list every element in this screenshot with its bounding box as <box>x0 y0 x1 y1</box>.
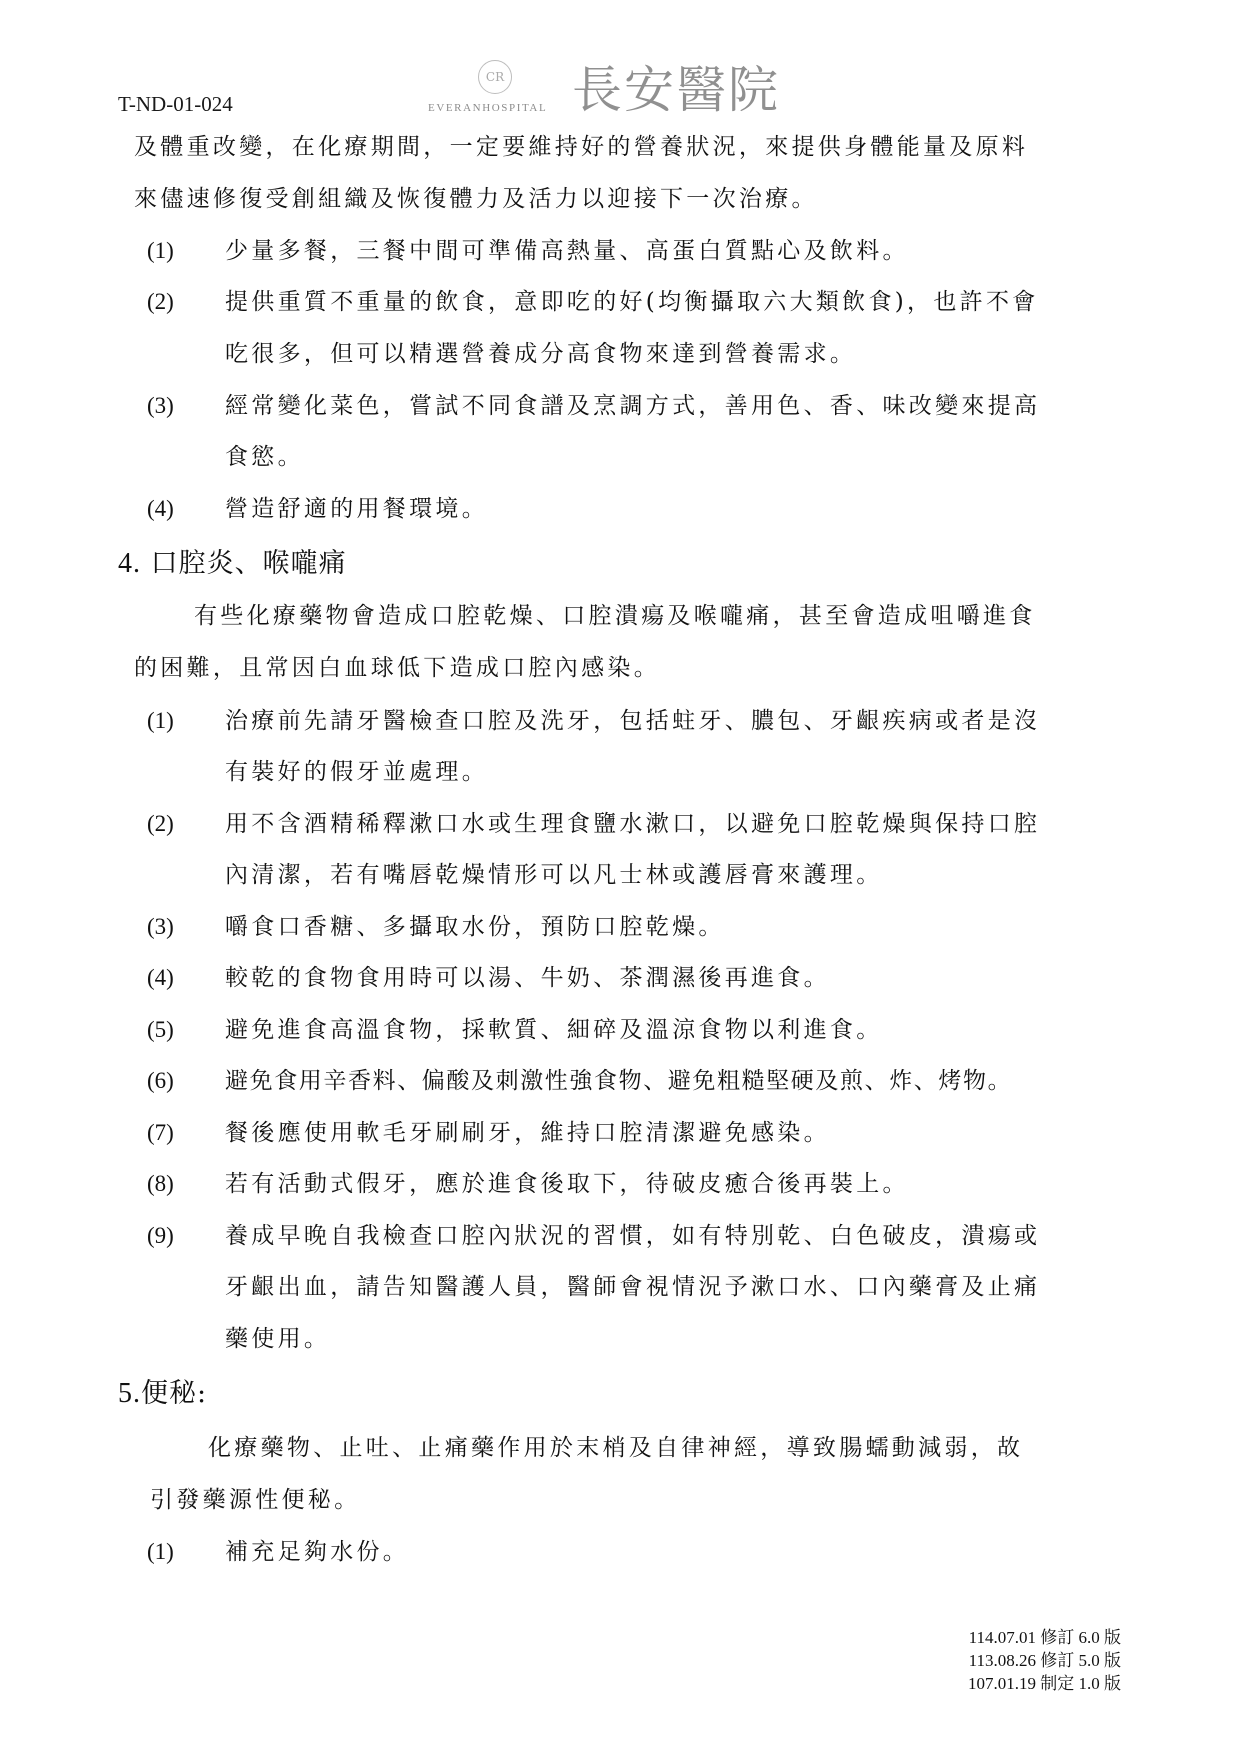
hospital-name-cn: 長安醫院 <box>572 61 780 119</box>
section-4-item-2-text-cont: 內清潔，若有嘴唇乾燥情形可以凡士林或護唇膏來護理。 <box>225 862 883 888</box>
section-4-item-8-number: (8) <box>147 1171 174 1196</box>
section-4-number: 4. <box>118 548 141 579</box>
section-4-item-7-text: 餐後應使用軟毛牙刷刷牙，維持口腔清潔避免感染。 <box>225 1120 830 1146</box>
intro-line-2: 來儘速修復受創組織及恢復體力及活力以迎接下一次治療。 <box>134 186 818 212</box>
document-code: T-ND-01-024 <box>118 92 233 116</box>
nutrition-item-2-text: 提供重質不重量的飲食，意即吃的好(均衡攝取六大類飲食)，也許不會 <box>225 289 1039 315</box>
nutrition-item-3-text: 經常變化菜色，嘗試不同食譜及烹調方式，善用色、香、味改變來提高 <box>225 393 1041 419</box>
nutrition-item-3-text-cont: 食慾。 <box>225 444 304 470</box>
section-5-number: 5. <box>118 1378 141 1409</box>
nutrition-item-4-text: 營造舒適的用餐環境。 <box>225 496 488 522</box>
section-4-item-9-text: 養成早晚自我檢查口腔內狀況的習慣，如有特別乾、白色破皮，潰瘍或 <box>225 1223 1041 1249</box>
section-4-item-9-text-cont-1: 牙齦出血，請告知醫護人員，醫師會視情況予漱口水、口內藥膏及止痛 <box>225 1274 1041 1300</box>
section-4-item-2-number: (2) <box>147 811 174 836</box>
revision-line-3: 107.01.19 制定 1.0 版 <box>968 1674 1121 1693</box>
nutrition-item-3-number: (3) <box>147 393 174 418</box>
nutrition-item-1-text: 少量多餐，三餐中間可準備高熱量、高蛋白質點心及飲料。 <box>225 238 909 264</box>
section-4-item-9-number: (9) <box>147 1223 174 1248</box>
section-4-paragraph-line-2: 的困難，且常因白血球低下造成口腔內感染。 <box>134 655 660 681</box>
section-4-item-1-text: 治療前先請牙醫檢查口腔及洗牙，包括蛀牙、膿包、牙齦疾病或者是沒 <box>225 708 1041 734</box>
section-4-item-1-number: (1) <box>147 708 174 733</box>
section-4-item-3-number: (3) <box>147 914 174 939</box>
nutrition-item-2-number: (2) <box>147 289 174 314</box>
nutrition-item-4-number: (4) <box>147 496 174 521</box>
section-4-heading <box>118 546 347 582</box>
section-4-item-4-text: 較乾的食物食用時可以湯、牛奶、茶潤濕後再進食。 <box>225 965 830 991</box>
section-4-item-6-number: (6) <box>147 1068 174 1093</box>
section-4-item-4-number: (4) <box>147 965 174 990</box>
section-4-item-9-text-cont-2: 藥使用。 <box>225 1326 331 1352</box>
section-4-paragraph-line-1: 有些化療藥物會造成口腔乾燥、口腔潰瘍及喉嚨痛，甚至會造成咀嚼進食 <box>194 603 1036 629</box>
hospital-emblem-icon: CR <box>478 60 512 94</box>
section-4-item-5-number: (5) <box>147 1017 174 1042</box>
nutrition-item-1-number: (1) <box>147 238 174 263</box>
section-4-item-7-number: (7) <box>147 1120 174 1145</box>
section-4-item-8-text: 若有活動式假牙，應於進食後取下，待破皮癒合後再裝上。 <box>225 1171 909 1197</box>
hospital-logo <box>428 58 828 124</box>
section-5-paragraph-line-1: 化療藥物、止吐、止痛藥作用於末梢及自律神經，導致腸蠕動減弱，故 <box>208 1435 1024 1461</box>
hospital-name-en: EVERANHOSPITAL <box>428 102 548 114</box>
section-4-title: 口腔炎、喉嚨痛 <box>150 548 347 579</box>
nutrition-item-2-text-cont: 吃很多，但可以精選營養成分高食物來達到營養需求。 <box>225 341 857 367</box>
section-4-item-2-text: 用不含酒精稀釋漱口水或生理食鹽水漱口，以避免口腔乾燥與保持口腔 <box>225 811 1041 837</box>
section-4-item-6-text: 避免食用辛香料、偏酸及刺激性強食物、避免粗糙堅硬及煎、炸、烤物。 <box>225 1068 1013 1094</box>
section-4-item-3-text: 嚼食口香糖、多攝取水份，預防口腔乾燥。 <box>225 914 725 940</box>
section-4-item-1-text-cont: 有裝好的假牙並處理。 <box>225 759 488 785</box>
section-4-item-5-text: 避免進食高溫食物，採軟質、細碎及溫涼食物以利進食。 <box>225 1017 883 1043</box>
section-5-item-1-number: (1) <box>147 1539 174 1564</box>
section-5-paragraph-line-2: 引發藥源性便秘。 <box>150 1487 361 1513</box>
revision-line-2: 113.08.26 修訂 5.0 版 <box>968 1651 1121 1670</box>
section-5-item-1-text: 補充足夠水份。 <box>225 1539 410 1565</box>
section-5-heading <box>118 1376 207 1412</box>
revision-line-1: 114.07.01 修訂 6.0 版 <box>968 1628 1121 1647</box>
intro-line-1: 及體重改變，在化療期間，一定要維持好的營養狀況，來提供身體能量及原料 <box>134 134 1029 160</box>
section-5-title: 便秘: <box>141 1378 208 1409</box>
